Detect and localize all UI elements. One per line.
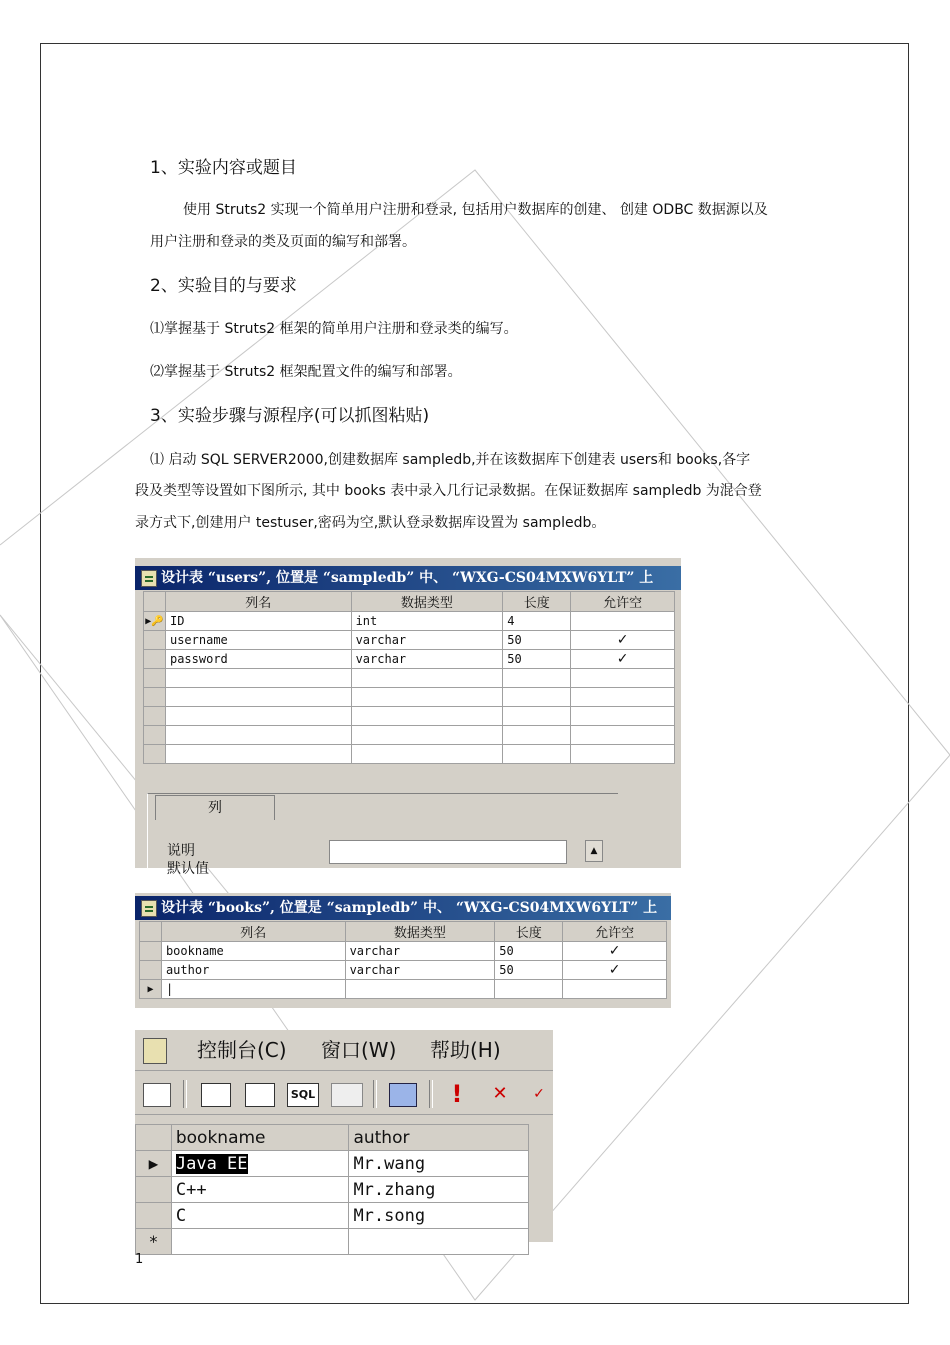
- section-3-paragraph-line1: ⑴ 启动 SQL SERVER2000,创建数据库 sampledb,并在该数据库下创建表 users和 books,各字: [150, 452, 751, 468]
- current-row-arrow-icon: ▶: [140, 980, 162, 999]
- new-row-cell[interactable]: |: [161, 980, 345, 999]
- run-query-icon[interactable]: !: [451, 1080, 463, 1108]
- grid-pane-icon[interactable]: [245, 1083, 275, 1107]
- table-row[interactable]: author varchar 50 ✓: [140, 961, 667, 980]
- query-result-grid: [135, 1124, 529, 1255]
- change-query-type-icon[interactable]: [389, 1083, 417, 1107]
- header-column-name: 列名: [165, 592, 351, 612]
- books-design-title: 设计表 “books”, 位置是 “sampledb” 中、 “WXG-CS04MXW6YLT” 上: [161, 900, 658, 916]
- verify-sql-icon[interactable]: ✕: [492, 1083, 508, 1104]
- table-row[interactable]: username varchar 50 ✓: [144, 631, 675, 650]
- section-1-paragraph-line1: 使用 Struts2 实现一个简单用户注册和登录, 包括用户数据库的创建、 创建 ODBC 数据源以及: [183, 202, 768, 218]
- current-row-arrow-icon: ▶: [136, 1151, 172, 1177]
- section-3-paragraph-line2: 段及类型等设置如下图所示, 其中 books 表中录入几行记录数据。在保证数据库 sampledb 为混合登: [135, 483, 762, 499]
- properties-icon[interactable]: [143, 1083, 171, 1107]
- allow-null-checkmark[interactable]: ✓: [563, 961, 667, 980]
- table-row[interactable]: ▶ Java EE Mr.wang: [136, 1151, 529, 1177]
- toolbar: [135, 1074, 553, 1115]
- results-pane-icon[interactable]: [331, 1083, 363, 1107]
- tab-columns[interactable]: 列: [155, 795, 275, 820]
- table-row[interactable]: ▶🔑 ID int 4: [144, 612, 675, 631]
- menu-bar: [135, 1030, 553, 1071]
- users-design-titlebar: [135, 566, 681, 590]
- allow-null-checkmark[interactable]: ✓: [563, 942, 667, 961]
- description-input[interactable]: [329, 840, 567, 864]
- table-row[interactable]: C++ Mr.zhang: [136, 1177, 529, 1203]
- header-data-type: 数据类型: [351, 592, 503, 612]
- books-design-screenshot: [135, 893, 671, 1008]
- app-icon: [143, 1038, 167, 1064]
- primary-key-icon: ▶🔑: [144, 612, 166, 631]
- description-label: 说明: [167, 843, 195, 859]
- header-bookname: bookname: [171, 1125, 349, 1151]
- sql-pane-button[interactable]: SQL: [287, 1083, 319, 1107]
- section-1-title: 1、实验内容或题目: [150, 158, 297, 178]
- allow-null-checkmark[interactable]: ✓: [571, 631, 675, 650]
- header-author: author: [349, 1125, 529, 1151]
- header-allow-null: 允许空: [571, 592, 675, 612]
- default-value-label: 默认值: [167, 861, 209, 877]
- scroll-up-icon[interactable]: ▲: [585, 840, 603, 862]
- allow-null-checkmark[interactable]: ✓: [571, 650, 675, 669]
- new-row-marker: *: [136, 1229, 172, 1255]
- users-design-screenshot: [135, 558, 681, 877]
- page-number: 1: [135, 1252, 144, 1267]
- section-2-item-2: ⑵掌握基于 Struts2 框架配置文件的编写和部署。: [150, 364, 462, 380]
- section-1-paragraph-line2: 用户注册和登录的类及页面的编写和部署。: [150, 234, 416, 250]
- table-row-new[interactable]: [140, 980, 667, 999]
- table-design-icon: [141, 570, 157, 587]
- users-design-grid: [143, 591, 675, 764]
- check-sql-icon[interactable]: ✓: [533, 1086, 545, 1102]
- section-2-title: 2、实验目的与要求: [150, 276, 297, 296]
- table-row[interactable]: C Mr.song: [136, 1203, 529, 1229]
- table-row[interactable]: password varchar 50 ✓: [144, 650, 675, 669]
- query-result-screenshot: [135, 1030, 553, 1251]
- table-row-new[interactable]: [136, 1229, 529, 1255]
- menu-help[interactable]: 帮助(H): [430, 1038, 501, 1062]
- header-length: 长度: [503, 592, 571, 612]
- table-design-icon: [141, 900, 157, 917]
- books-design-grid: 列名 数据类型 长度 允许空 bookname varchar 50 ✓ author varchar 50 ✓ ▶ |: [139, 921, 667, 999]
- menu-window[interactable]: 窗口(W): [321, 1038, 397, 1062]
- diagram-pane-icon[interactable]: [201, 1083, 231, 1107]
- users-design-title: 设计表 “users”, 位置是 “sampledb” 中、 “WXG-CS04MXW6YLT” 上: [161, 570, 654, 586]
- section-3-title: 3、实验步骤与源程序(可以抓图粘贴): [150, 406, 430, 426]
- books-design-titlebar: [135, 896, 671, 920]
- table-row[interactable]: bookname varchar 50 ✓: [140, 942, 667, 961]
- menu-console[interactable]: 控制台(C): [197, 1038, 287, 1062]
- section-2-item-1: ⑴掌握基于 Struts2 框架的简单用户注册和登录类的编写。: [150, 321, 518, 337]
- section-3-paragraph-line3: 录方式下,创建用户 testuser,密码为空,默认登录数据库设置为 sampledb。: [135, 515, 606, 531]
